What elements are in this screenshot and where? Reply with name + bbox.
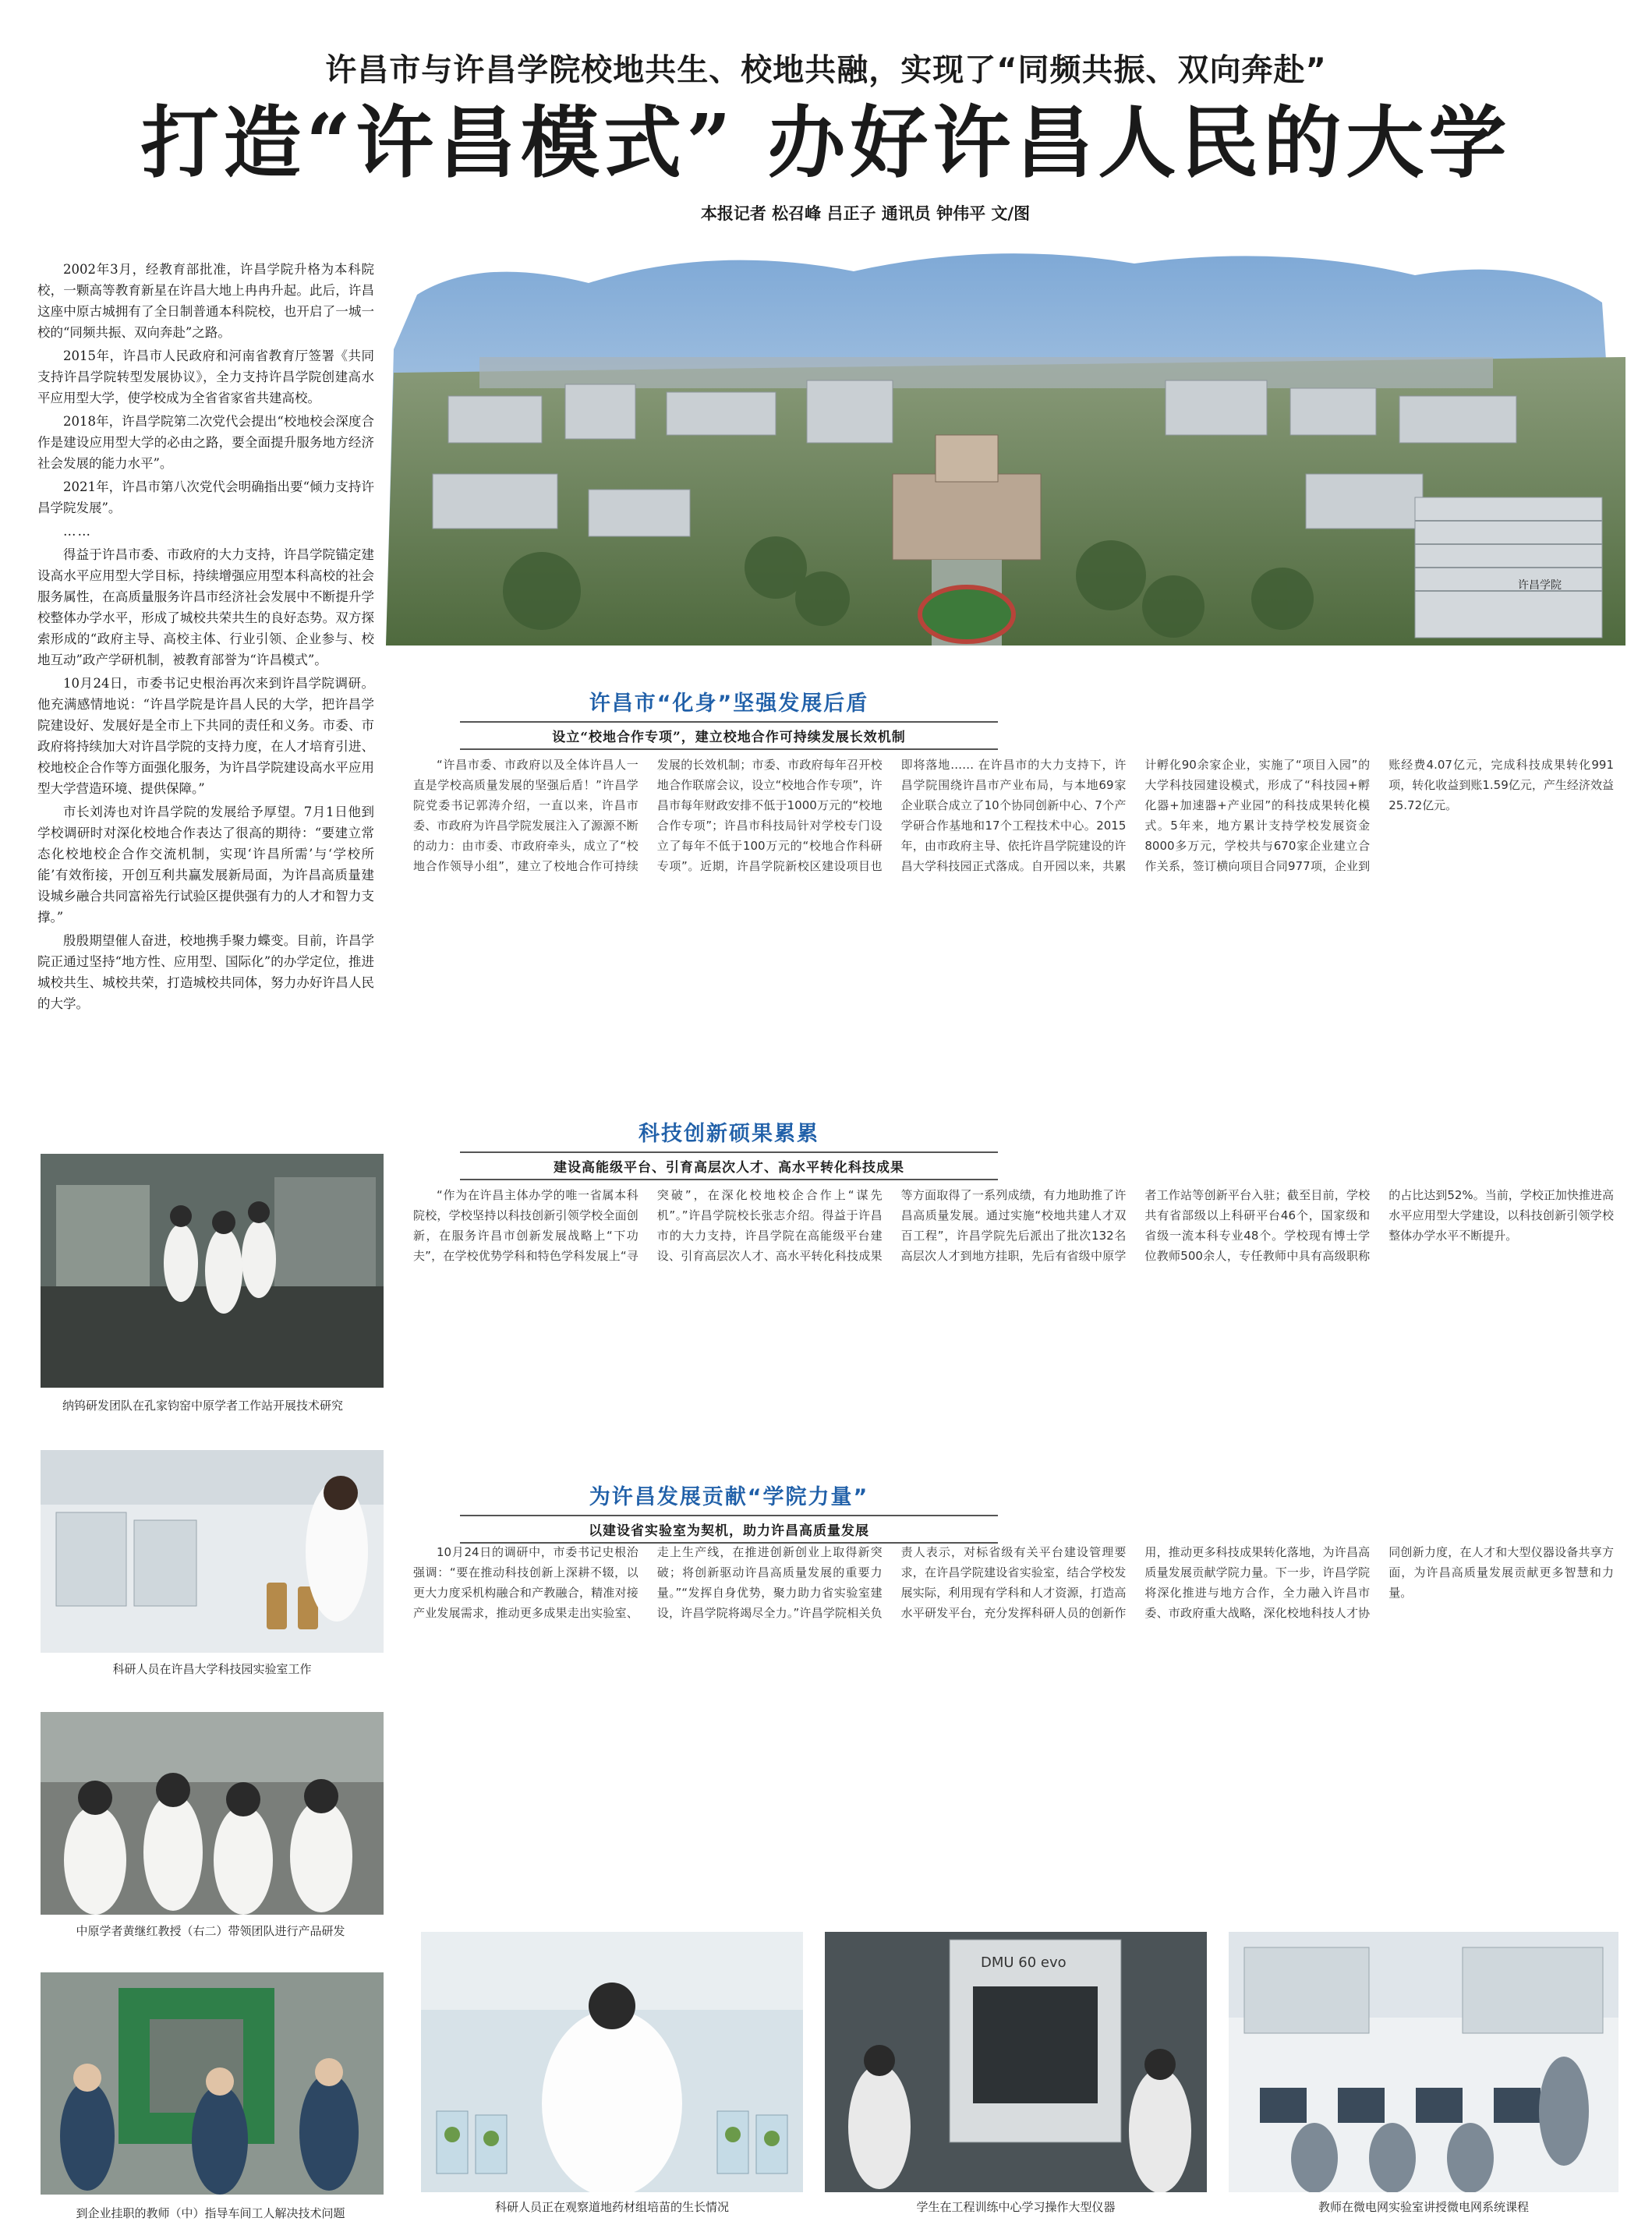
photo-caption: 纳钨研发团队在孔家钧窑中原学者工作站开展技术研究 (62, 1399, 343, 1413)
machine-tool-illustration (825, 1932, 1207, 2192)
hero-campus-photo (386, 240, 1625, 646)
intro-paragraph: 10月24日，市委书记史根治再次来到许昌学院调研。他充满感情地说：“许昌学院是许昌人民的大学，把许昌学院建设好、发展好是全市上下共同的责任和义务。市委、市政府将持续加大对许昌学院的支持力度，在人才培育引进、校地校企合作等方面强化服务，为许昌学院建设高水平应用型大学营造环境、提供保障。” (37, 676, 374, 796)
intro-column (37, 259, 374, 1124)
section-body-text: “许昌市委、市政府以及全体许昌人一直是学校高质量发展的坚强后盾！”许昌学院党委书记郭涛介绍，一直以来，许昌市委、市政府为许昌学院发展注入了源源不断的动力：由市委、市政府牵头，成立了“校地合作领导小组”，建立了校地合作可持续发展的长效机制；市委、市政府每年召开校地合作联席会议，设立“校地合作专项”，许昌市每年财政安排不低于1000万元的“校地合作专项”；许昌市科技局针对学校专门设立了每年不低于100万元的“校地合作科研专项”。近期，许昌学院新校区建设项目也即将落地…… 在许昌市的大力支持下，许昌学院围绕许昌市产业布局，与本地69家企业联合成立了10个协同创新中心、7个产学研合作基地和17个工程技术中心。2015年，由市政府主导、依托许昌学院建设的许昌大学科技园正式落成。自开园以来，共累计孵化90余家企业，实施了“项目入园”的大学科技园建设模式，形成了“科技园+孵化器+加速器+产业园”的科技成果转化模式。5年来，地方累计支持学校发展资金8000多万元，学校共与670家企业建立合作关系，签订横向项目合同977项，企业到账经费4.07亿元，完成科技成果转化991项，转化收益到账1.59亿元，产生经济效益25.72亿元。 (413, 758, 1614, 873)
photo-science-park-lab (41, 1450, 384, 1653)
photo-caption: 学生在工程训练中心学习操作大型仪器 (916, 2200, 1116, 2214)
intro-paragraph: 2021年，许昌市第八次党代会明确指出要“倾力支持许昌学院发展”。 (37, 479, 374, 515)
section-heading (460, 1116, 998, 1180)
lab-photo-illustration (41, 1154, 384, 1388)
photo-microgrid-lab (1229, 1932, 1618, 2192)
section-1-body (413, 755, 1614, 1098)
photo-caption: 教师在微电网实验室讲授微电网系统课程 (1318, 2200, 1529, 2214)
intro-paragraph: 市长刘涛也对许昌学院的发展给予厚望。7月1日他到学校调研时对深化校地合作表达了很高的期待：“要建立常态化校地校企合作交流机制，实现‘许昌所需’与‘学校所能’有效衔接，开创互利共赢发展新局面，为许昌高质量建设城乡融合共同富裕先行试验区提供强有力的人才和智力支撑。” (37, 805, 374, 925)
photo-lab-research (41, 1154, 384, 1388)
team-photo-illustration (41, 1712, 384, 1915)
section-subtitle: 设立“校地合作专项”，建立校地合作可持续发展长效机制 (460, 721, 998, 750)
factory-photo-illustration (41, 1972, 384, 2195)
intro-ellipsis: …… (63, 524, 92, 539)
section-3-body (413, 1542, 1614, 1893)
section-title: 科技创新硕果累累 (639, 1122, 819, 1146)
photo-engineering-training (825, 1932, 1207, 2192)
photo-caption: 到企业挂职的教师（中）指导车间工人解决技术问题 (76, 2206, 345, 2220)
photo-team-research (41, 1712, 384, 1915)
plant-culture-illustration (421, 1932, 803, 2192)
lab-photo-illustration (41, 1450, 384, 1653)
intro-paragraph: 2015年，许昌市人民政府和河南省教育厅签署《共同支持许昌学院转型发展协议》，全力支持许昌学院创建高水平应用型大学，使学校成为全省省家省共建高校。 (37, 348, 374, 405)
section-title: 许昌市“化身”坚强发展后盾 (589, 692, 869, 716)
section-heading (460, 686, 998, 750)
machine-label: DMU 60 evo (981, 1954, 1067, 1971)
photo-plant-tissue-culture (421, 1932, 803, 2192)
section-heading (460, 1480, 998, 1544)
section-title: 为许昌发展贡献“学院力量” (589, 1485, 869, 1509)
section-subtitle: 以建设省实验室为契机，助力许昌高质量发展 (460, 1515, 998, 1544)
intro-paragraph: 2002年3月，经教育部批准，许昌学院升格为本科院校，一颗高等教育新星在许昌大地上冉冉升起。此后，许昌这座中原古城拥有了全日制普通本科院校，也开启了一城一校的“同频共振、双向奔赴”之路。 (37, 262, 374, 340)
intro-paragraph: 得益于许昌市委、市政府的大力支持，许昌学院锚定建设高水平应用型大学目标，持续增强应用型本科高校的社会服务属性，在高质量服务许昌市经济社会发展中不断提升学校整体办学水平，形成了城校共荣共生的良好态势。双方探索形成的“政府主导、高校主体、行业引领、企业参与、校地互动”政产学研机制，被教育部誉为“许昌模式”。 (37, 547, 374, 667)
section-body-text: “作为在许昌主体办学的唯一省属本科院校，学校坚持以科技创新引领学校全面创新，在服务许昌市创新发展战略上“下功夫”，在学校优势学科和特色学科发展上“寻突破”，在深化校地校企合作上“谋先机”。”许昌学院校长张志介绍。得益于许昌市的大力支持，许昌学院在高能级平台建设、引育高层次人才、高水平转化科技成果等方面取得了一系列成绩，有力地助推了许昌高质量发展。通过实施“校地共建人才双百工程”，许昌学院先后派出了批次132名高层次人才到地方挂职，先后有省级中原学者工作站等创新平台入驻；截至目前，学校共有省部级以上科研平台46个，国家级和省级一流本科专业48个。学校现有博士学位教师500余人，专任教师中具有高级职称的占比达到52%。当前，学校正加快推进高水平应用型大学建设，以科技创新引领学校整体办学水平不断提升。 (413, 1188, 1614, 1263)
section-2-body (413, 1185, 1614, 1473)
kicker-headline: 许昌市与许昌学院校地共生、校地共融，实现了“同频共振、双向奔赴” (325, 52, 1327, 88)
main-headline: 打造“许昌模式” 办好许昌人民的大学 (140, 97, 1512, 189)
photo-factory-guidance (41, 1972, 384, 2195)
section-body-text: 10月24日的调研中，市委书记史根治强调：“要在推动科技创新上深耕不辍，以更大力度采机构融合和产教融合，精准对接产业发展需求，推动更多成果走出实验室、走上生产线，在推进创新创业上取得新突破；将创新驱动许昌高质量发展的重要力量。”“发挥自身优势，聚力助力省实验室建设，许昌学院将竭尽全力。”许昌学院相关负责人表示，对标省级有关平台建设管理要求，在许昌学院建设省实验室，结合学校发展实际，利用现有学科和人才资源，打造高水平研发平台，充分发挥科研人员的创新作用，推动更多科技成果转化落地，为许昌高质量发展贡献学院力量。下一步，许昌学院将深化推进与地方合作，全力融入许昌市委、市政府重大战略，深化校地科技人才协同创新力度，在人才和大型仪器设备共享方面，为许昌高质量发展贡献更多智慧和力量。 (413, 1545, 1614, 1620)
photo-caption: 科研人员正在观察道地药材组培苗的生长情况 (494, 2200, 729, 2214)
campus-aerial-illustration (386, 240, 1625, 646)
intro-paragraph: 殷殷期望催人奋进，校地携手聚力蝶变。目前，许昌学院正通过坚持“地方性、应用型、国际化”的办学定位，推进城校共生、城校共荣，打造城校共同体，努力办好许昌人民的大学。 (37, 933, 374, 1011)
photo-caption: 中原学者黄继红教授（右二）带领团队进行产品研发 (76, 1924, 345, 1938)
classroom-illustration (1229, 1932, 1618, 2192)
hero-caption: 许昌学院 (1518, 579, 1562, 592)
byline: 本报记者 松召峰 吕正子 通讯员 钟伟平 文/图 (700, 204, 1031, 223)
photo-caption: 科研人员在许昌大学科技园实验室工作 (112, 1662, 312, 1676)
section-subtitle: 建设高能级平台、引育高层次人才、高水平转化科技成果 (460, 1151, 998, 1180)
intro-paragraph: 2018年，许昌学院第二次党代会提出“校地校会深度合作是建设应用型大学的必由之路，要全面提升服务地方经济社会发展的能力水平”。 (37, 414, 374, 471)
